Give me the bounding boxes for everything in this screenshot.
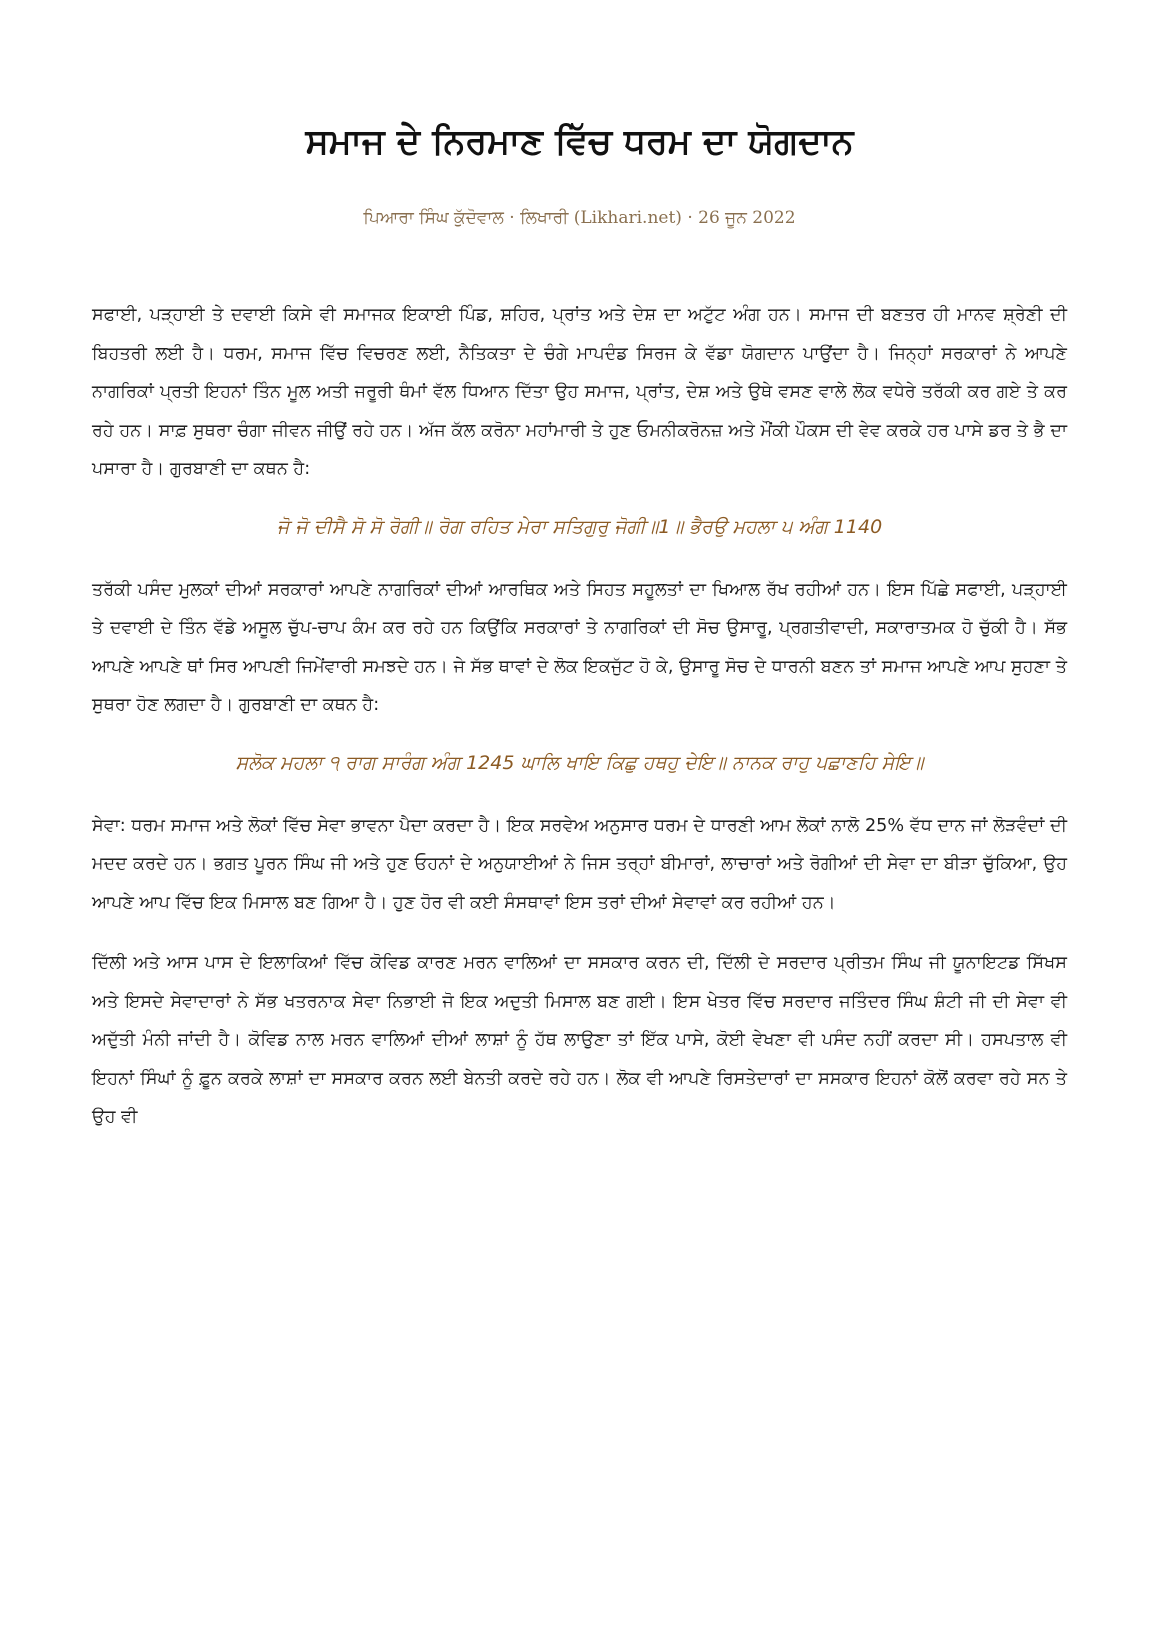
article-paragraph-3: ਸੇਵਾ: ਧਰਮ ਸਮਾਜ ਅਤੇ ਲੋਕਾਂ ਵਿੱਚ ਸੇਵਾ ਭਾਵਨਾ ਪੈਦਾ ਕਰਦਾ ਹੈ। ਇਕ ਸਰਵੇਅ ਅਨੁਸਾਰ ਧਰਮ ਦੇ ਧਾਰਣੀ ਆਮ ਲੋਕਾਂ ਨਾਲੋ 25% ਵੱਧ ਦਾਨ ਜਾਂ ਲੋੜਵੰਦਾਂ ਦੀ ਮਦਦ ਕਰਦੇ ਹਨ। ਭਗਤ ਪੂਰਨ ਸਿੰਘ ਜੀ ਅਤੇ ਹੁਣ ਓਹਨਾਂ ਦੇ ਅਨੁਯਾਈਆਂ ਨੇ ਜਿਸ ਤਰ੍ਹਾਂ ਬੀਮਾਰਾਂ, ਲਾਚਾਰਾਂ ਅਤੇ ਰੋਗੀਆਂ ਦੀ ਸੇਵਾ ਦਾ ਬੀੜਾ ਚੁੱਕਿਆ, ਉਹ ਆਪਣੇ ਆਪ ਵਿੱਚ ਇਕ ਮਿਸਾਲ ਬਣ ਗਿਆ ਹੈ। ਹੁਣ ਹੋਰ ਵੀ ਕਈ ਸੰਸਥਾਵਾਂ ਇਸ ਤਰਾਂ ਦੀਆਂ ਸੇਵਾਵਾਂ ਕਰ ਰਹੀਆਂ ਹਨ।	[92, 815, 1067, 913]
article-paragraph-1: ਸਫਾਈ, ਪੜ੍ਹਾਈ ਤੇ ਦਵਾਈ ਕਿਸੇ ਵੀ ਸਮਾਜਕ ਇਕਾਈ ਪਿੰਡ, ਸ਼ਹਿਰ, ਪ੍ਰਾਂਤ ਅਤੇ ਦੇਸ਼ ਦਾ ਅਟੁੱਟ ਅੰਗ ਹਨ। ਸਮਾਜ ਦੀ ਬਣਤਰ ਹੀ ਮਾਨਵ ਸ਼੍ਰੇਣੀ ਦੀ ਬਿਹਤਰੀ ਲਈ ਹੈ। ਧਰਮ, ਸਮਾਜ ਵਿੱਚ ਵਿਚਰਣ ਲਈ, ਨੈਤਿਕਤਾ ਦੇ ਚੰਗੇ ਮਾਪਦੰਡ ਸਿਰਜ ਕੇ ਵੱਡਾ ਯੋਗਦਾਨ ਪਾਉਂਦਾ ਹੈ। ਜਿਨ੍ਹਾਂ ਸਰਕਾਰਾਂ ਨੇ ਆਪਣੇ ਨਾਗਰਿਕਾਂ ਪ੍ਰਤੀ ਇਹਨਾਂ ਤਿੰਨ ਮੂਲ ਅਤੀ ਜਰੂਰੀ ਥੰਮਾਂ ਵੱਲ ਧਿਆਨ ਦਿੱਤਾ ਉਹ ਸਮਾਜ, ਪ੍ਰਾਂਤ, ਦੇਸ਼ ਅਤੇ ਉਥੇ ਵਸਣ ਵਾਲੇ ਲੋਕ ਵਧੇਰੇ ਤਰੱਕੀ ਕਰ ਗਏ ਤੇ ਕਰ ਰਹੇ ਹਨ। ਸਾਫ਼ ਸੁਥਰਾ ਚੰਗਾ ਜੀਵਨ ਜੀਉਂ ਰਹੇ ਹਨ। ਅੱਜ ਕੱਲ ਕਰੋਨਾ ਮਹਾਂਮਾਰੀ ਤੇ ਹੁਣ ਓਮਨੀਕਰੋਨਜ਼ ਅਤੇ ਮੌਂਕੀ ਪੌਕਸ ਦੀ ਵੇਵ ਕਰਕੇ ਹਰ ਪਾਸੇ ਡਰ ਤੇ ਭੈ ਦਾ ਪਸਾਰਾ ਹੈ। ਗੁਰਬਾਣੀ ਦਾ ਕਥਨ ਹੈ:	[92, 305, 1067, 479]
article-paragraph-2: ਤਰੱਕੀ ਪਸੰਦ ਮੁਲਕਾਂ ਦੀਆਂ ਸਰਕਾਰਾਂ ਆਪਣੇ ਨਾਗਰਿਕਾਂ ਦੀਆਂ ਆਰਥਿਕ ਅਤੇ ਸਿਹਤ ਸਹੂਲਤਾਂ ਦਾ ਖਿਆਲ ਰੱਖ ਰਹੀਆਂ ਹਨ। ਇਸ ਪਿੱਛੇ ਸਫਾਈ, ਪੜ੍ਹਾਈ ਤੇ ਦਵਾਈ ਦੇ ਤਿੰਨ ਵੱਡੇ ਅਸੂਲ ਚੁੱਪ-ਚਾਪ ਕੰਮ ਕਰ ਰਹੇ ਹਨ ਕਿਉਂਕਿ ਸਰਕਾਰਾਂ ਤੇ ਨਾਗਰਿਕਾਂ ਦੀ ਸੋਚ ਉਸਾਰੂ, ਪ੍ਰਗਤੀਵਾਦੀ, ਸਕਾਰਾਤਮਕ ਹੋ ਚੁੱਕੀ ਹੈ। ਸੱਭ ਆਪਣੇ ਆਪਣੇ ਥਾਂ ਸਿਰ ਆਪਣੀ ਜਿਮੇਂਵਾਰੀ ਸਮਝਦੇ ਹਨ। ਜੇ ਸੱਭ ਥਾਵਾਂ ਦੇ ਲੋਕ ਇਕਜੁੱਟ ਹੋ ਕੇ, ਉਸਾਰੂ ਸੋਚ ਦੇ ਧਾਰਨੀ ਬਣਨ ਤਾਂ ਸਮਾਜ ਆਪਣੇ ਆਪ ਸੁਹਣਾ ਤੇ ਸੁਥਰਾ ਹੋਣ ਲਗਦਾ ਹੈ। ਗੁਰਬਾਣੀ ਦਾ ਕਥਨ ਹੈ:	[92, 579, 1067, 715]
article-title: ਸਮਾਜ ਦੇ ਨਿਰਮਾਣ ਵਿੱਚ ਧਰਮ ਦਾ ਯੋਗਦਾਨ	[305, 122, 854, 162]
scripture-quote-2: ਸਲੋਕ ਮਹਲਾ ੧ ਰਾਗ ਸਾਰੰਗ ਅੰਗ 1245 ਘਾਲਿ ਖਾਇ ਕਿਛੁ ਹਥਹੁ ਦੇਇ॥ ਨਾਨਕ ਰਾਹੁ ਪਛਾਣਹਿ ਸੇਇ॥	[235, 751, 924, 774]
document-page	[92, 0, 1067, 1639]
article-paragraph-4: ਦਿੱਲੀ ਅਤੇ ਆਸ ਪਾਸ ਦੇ ਇਲਾਕਿਆਂ ਵਿੱਚ ਕੋਵਿਡ ਕਾਰਣ ਮਰਨ ਵਾਲਿਆਂ ਦਾ ਸਸਕਾਰ ਕਰਨ ਦੀ, ਦਿੱਲੀ ਦੇ ਸਰਦਾਰ ਪ੍ਰੀਤਮ ਸਿੰਘ ਜੀ ਯੂਨਾਇਟਡ ਸਿੱਖਸ ਅਤੇ ਇਸਦੇ ਸੇਵਾਦਾਰਾਂ ਨੇ ਸੱਭ ਖਤਰਨਾਕ ਸੇਵਾ ਨਿਭਾਈ ਜੋ ਇਕ ਅਦੁਤੀ ਮਿਸਾਲ ਬਣ ਗਈ। ਇਸ ਖੇਤਰ ਵਿੱਚ ਸਰਦਾਰ ਜਤਿੰਦਰ ਸਿੰਘ ਸ਼ੰਟੀ ਜੀ ਦੀ ਸੇਵਾ ਵੀ ਅਦੁੱਤੀ ਮੰਨੀ ਜਾਂਦੀ ਹੈ। ਕੋਵਿਡ ਨਾਲ ਮਰਨ ਵਾਲਿਆਂ ਦੀਆਂ ਲਾਸ਼ਾਂ ਨੂੰ ਹੱਥ ਲਾਉਣਾ ਤਾਂ ਇੱਕ ਪਾਸੇ, ਕੋਈ ਵੇਖਣਾ ਵੀ ਪਸੰਦ ਨਹੀਂ ਕਰਦਾ ਸੀ। ਹਸਪਤਾਲ ਵੀ ਇਹਨਾਂ ਸਿੰਘਾਂ ਨੂੰ ਫ਼ੂਨ ਕਰਕੇ ਲਾਸ਼ਾਂ ਦਾ ਸਸਕਾਰ ਕਰਨ ਲਈ ਬੇਨਤੀ ਕਰਦੇ ਰਹੇ ਹਨ। ਲੋਕ ਵੀ ਆਪਣੇ ਰਿਸਤੇਦਾਰਾਂ ਦਾ ਸਸਕਾਰ ਇਹਨਾਂ ਕੋਲੋਂ ਕਰਵਾ ਰਹੇ ਸਨ ਤੇ ਉਹ ਵੀ	[92, 953, 1067, 1127]
scripture-quote-1: ਜੋ ਜੋ ਦੀਸੈ ਸੋ ਸੋ ਰੋਗੀ॥ ਰੋਗ ਰਹਿਤ ਮੇਰਾ ਸਤਿਗੁਰੁ ਜੋਗੀ॥1॥ ਭੈਰਉ ਮਹਲਾ ੫ ਅੰਗ 1140	[276, 515, 883, 538]
article-byline: ਪਿਆਰਾ ਸਿੰਘ ਕੁੱਦੋਵਾਲ · ਲਿਖਾਰੀ (Likhari.net) · 26 ਜੂਨ 2022	[363, 208, 796, 228]
article-body	[92, 296, 1067, 1159]
